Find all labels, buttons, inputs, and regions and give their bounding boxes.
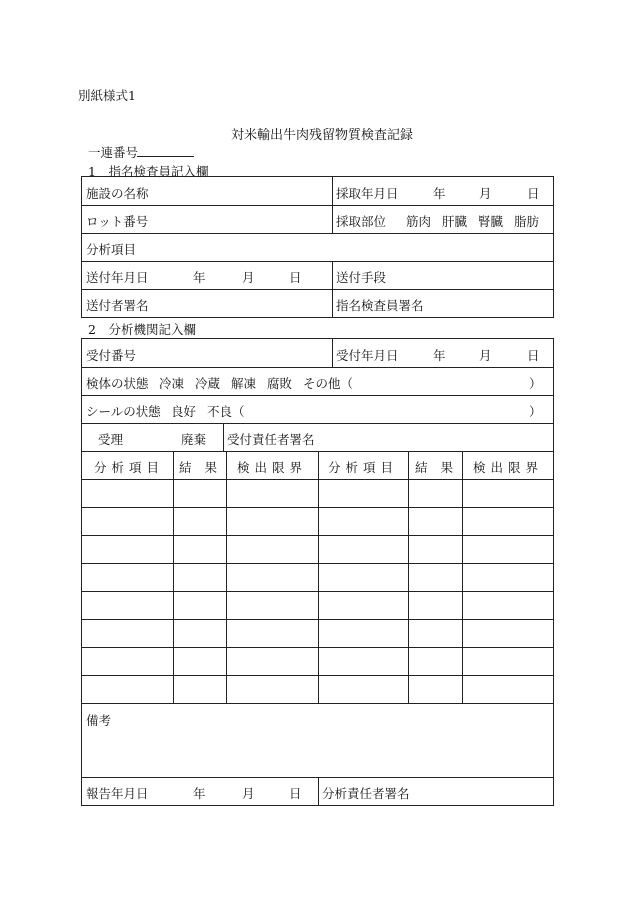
state-other[interactable]: その他（ [303,376,354,391]
send-date-label: 送付年月日 [86,270,149,285]
col-header-limit-1: 検出限界 [237,460,308,475]
send-method-label: 送付手段 [336,270,387,285]
sampling-site-label: 採取部位 [336,214,387,229]
col-header-limit-2: 検出限界 [473,460,544,475]
send-date-year: 年 [193,270,206,285]
site-liver[interactable]: 肝臓 [442,214,468,229]
serial-number-field[interactable] [137,156,194,157]
section2-heading: 2 分析機関記入欄 [88,322,196,337]
sampling-date-label: 採取年月日 [336,186,399,201]
site-muscle[interactable]: 筋肉 [406,214,432,229]
receipt-date-label: 受付年月日 [336,348,399,363]
accept-label[interactable]: 受理 [98,432,124,447]
sampling-date-day: 日 [527,186,540,201]
col-header-result-1: 結果 [179,460,231,475]
lot-number-label: ロット番号 [86,214,149,229]
analyst-signature-label: 分析責任者署名 [322,786,410,801]
section2-table [81,338,554,806]
remarks-label: 備考 [86,713,112,728]
report-date-label: 報告年月日 [86,786,149,801]
section1-table [81,176,554,318]
report-date-year: 年 [193,786,206,801]
sampling-date-year: 年 [433,186,446,201]
col-header-item-1: 分析項目 [94,460,165,475]
state-other-close: ） [529,376,542,391]
specimen-state-label: 検体の状態 [86,376,149,391]
page-title: 対米輸出牛肉残留物質検査記録 [231,128,414,143]
send-date-day: 日 [289,270,302,285]
serial-number-label: 一連番号 [88,145,139,160]
form-label: 別紙様式1 [78,88,136,103]
receipt-date-year: 年 [433,348,446,363]
receipt-date-month: 月 [479,348,492,363]
section1-heading: 1 指名検査員記入欄 [88,164,209,179]
seal-good[interactable]: 良好 [171,404,197,419]
state-thawed[interactable]: 解凍 [231,376,257,391]
inspector-signature-label: 指名検査員署名 [336,298,424,313]
receipt-date-day: 日 [527,348,540,363]
state-spoiled[interactable]: 腐敗 [267,376,293,391]
seal-bad-close: ） [529,404,542,419]
report-date-month: 月 [242,786,255,801]
col-header-item-2: 分析項目 [328,460,399,475]
state-chilled[interactable]: 冷蔵 [195,376,221,391]
seal-state-label: シールの状態 [86,404,161,419]
site-kidney[interactable]: 腎臓 [478,214,504,229]
dispose-label[interactable]: 廃棄 [181,432,207,447]
receiver-signature-label: 受付責任者署名 [227,432,315,447]
seal-bad[interactable]: 不良（ [207,404,245,419]
facility-name-label: 施設の名称 [86,186,149,201]
send-date-month: 月 [242,270,255,285]
col-header-result-2: 結果 [415,460,467,475]
report-date-day: 日 [289,786,302,801]
sampling-date-month: 月 [479,186,492,201]
state-frozen[interactable]: 冷凍 [159,376,185,391]
receipt-number-label: 受付番号 [86,348,137,363]
site-fat[interactable]: 脂肪 [514,214,540,229]
sender-signature-label: 送付者署名 [86,298,149,313]
analysis-items-label: 分析項目 [86,242,137,257]
